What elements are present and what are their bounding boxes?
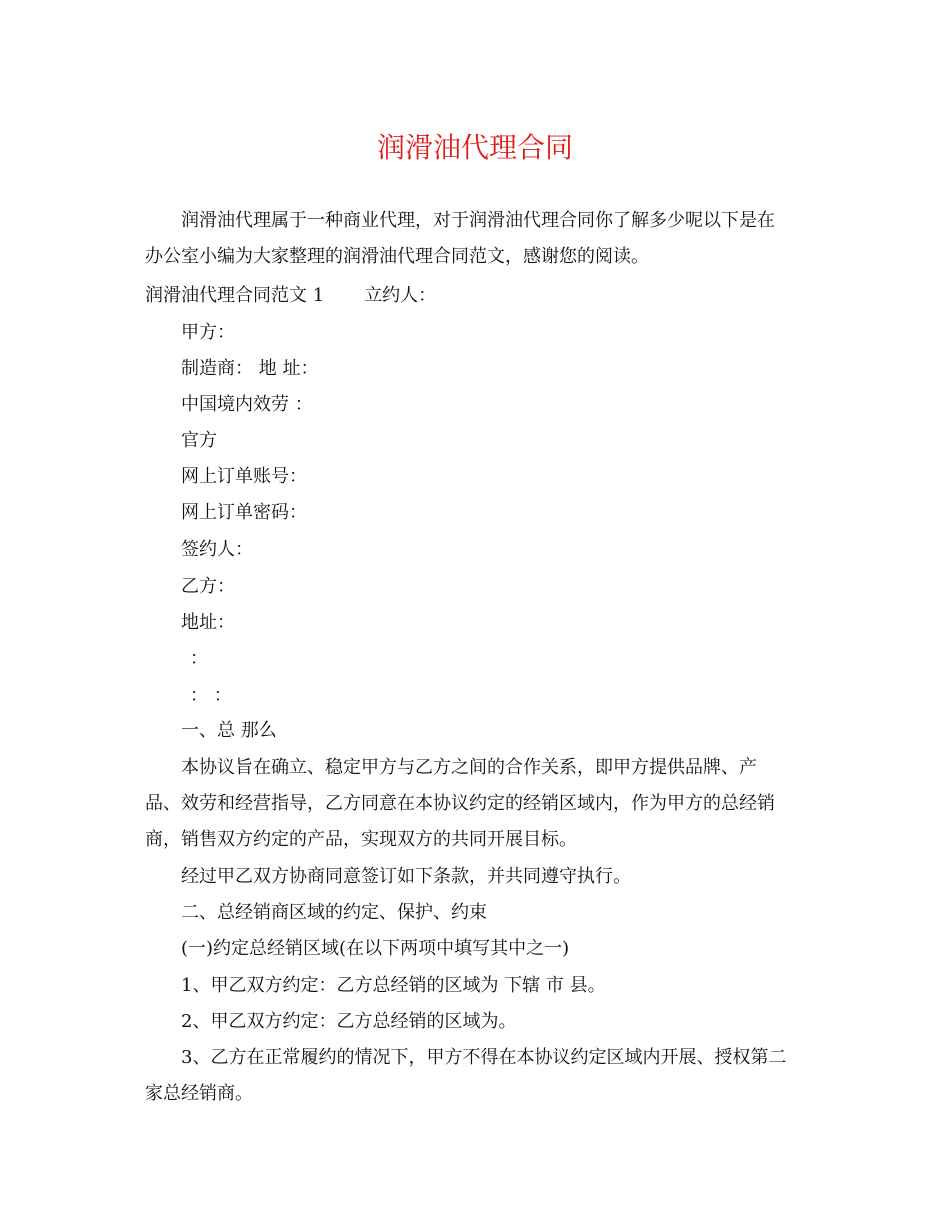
blank-colon-1: ： [190,648,208,669]
signatory-label: 立约人： [364,285,437,306]
sample-heading: 润滑油代理合同范文 1 [145,285,325,306]
sample-heading-row [145,283,436,309]
section-2-item-1: 1、甲乙双方约定：乙方总经销的区域为 下辖 市 县。 [181,975,606,996]
blank-colon-2: ： ： [190,685,232,706]
section-1-paragraph-line-3: 商，销售双方约定的产品，实现双方的共同开展目标。 [145,829,577,850]
section-2-heading: 二、总经销商区域的约定、保护、约束 [181,902,487,923]
party-b-label: 乙方： [181,576,235,597]
section-2-subheading: (一)约定总经销区域(在以下两项中填写其中之一) [181,938,570,959]
section-1-paragraph-line-1: 本协议旨在确立、稳定甲方与乙方之间的合作关系，即甲方提供品牌、产 [181,757,757,778]
section-2-item-3-line-1: 3、乙方在正常履约的情况下，甲方不得在本协议约定区域内开展、授权第二 [181,1047,787,1068]
online-password-label: 网上订单密码： [181,502,307,523]
address-label: 地址： [181,612,235,633]
section-1-heading: 一、总 那么 [181,720,277,741]
official-label: 官方 [181,430,217,451]
section-1-paragraph-line-2: 品、效劳和经营指导，乙方同意在本协议约定的经销区域内，作为甲方的总经销 [145,793,775,814]
section-2-item-3-line-2: 家总经销商。 [145,1083,253,1104]
manufacturer-address-label: 制造商： 地 址： [181,358,319,379]
intro-line-1: 润滑油代理属于一种商业代理，对于润滑油代理合同你了解多少呢以下是在 [181,210,775,231]
intro-line-2: 办公室小编为大家整理的润滑油代理合同范文，感谢您的阅读。 [145,246,649,267]
section-1-paragraph-2: 经过甲乙双方协商同意签订如下条款，并共同遵守执行。 [181,866,631,887]
signer-label: 签约人： [181,539,253,560]
section-2-item-2: 2、甲乙双方约定：乙方总经销的区域为。 [181,1011,517,1032]
document-title: 润滑油代理合同 [376,131,573,164]
party-a-label: 甲方： [181,322,235,343]
domestic-service-label: 中国境内效劳 ： [181,394,313,415]
online-account-label: 网上订单账号： [181,466,307,487]
